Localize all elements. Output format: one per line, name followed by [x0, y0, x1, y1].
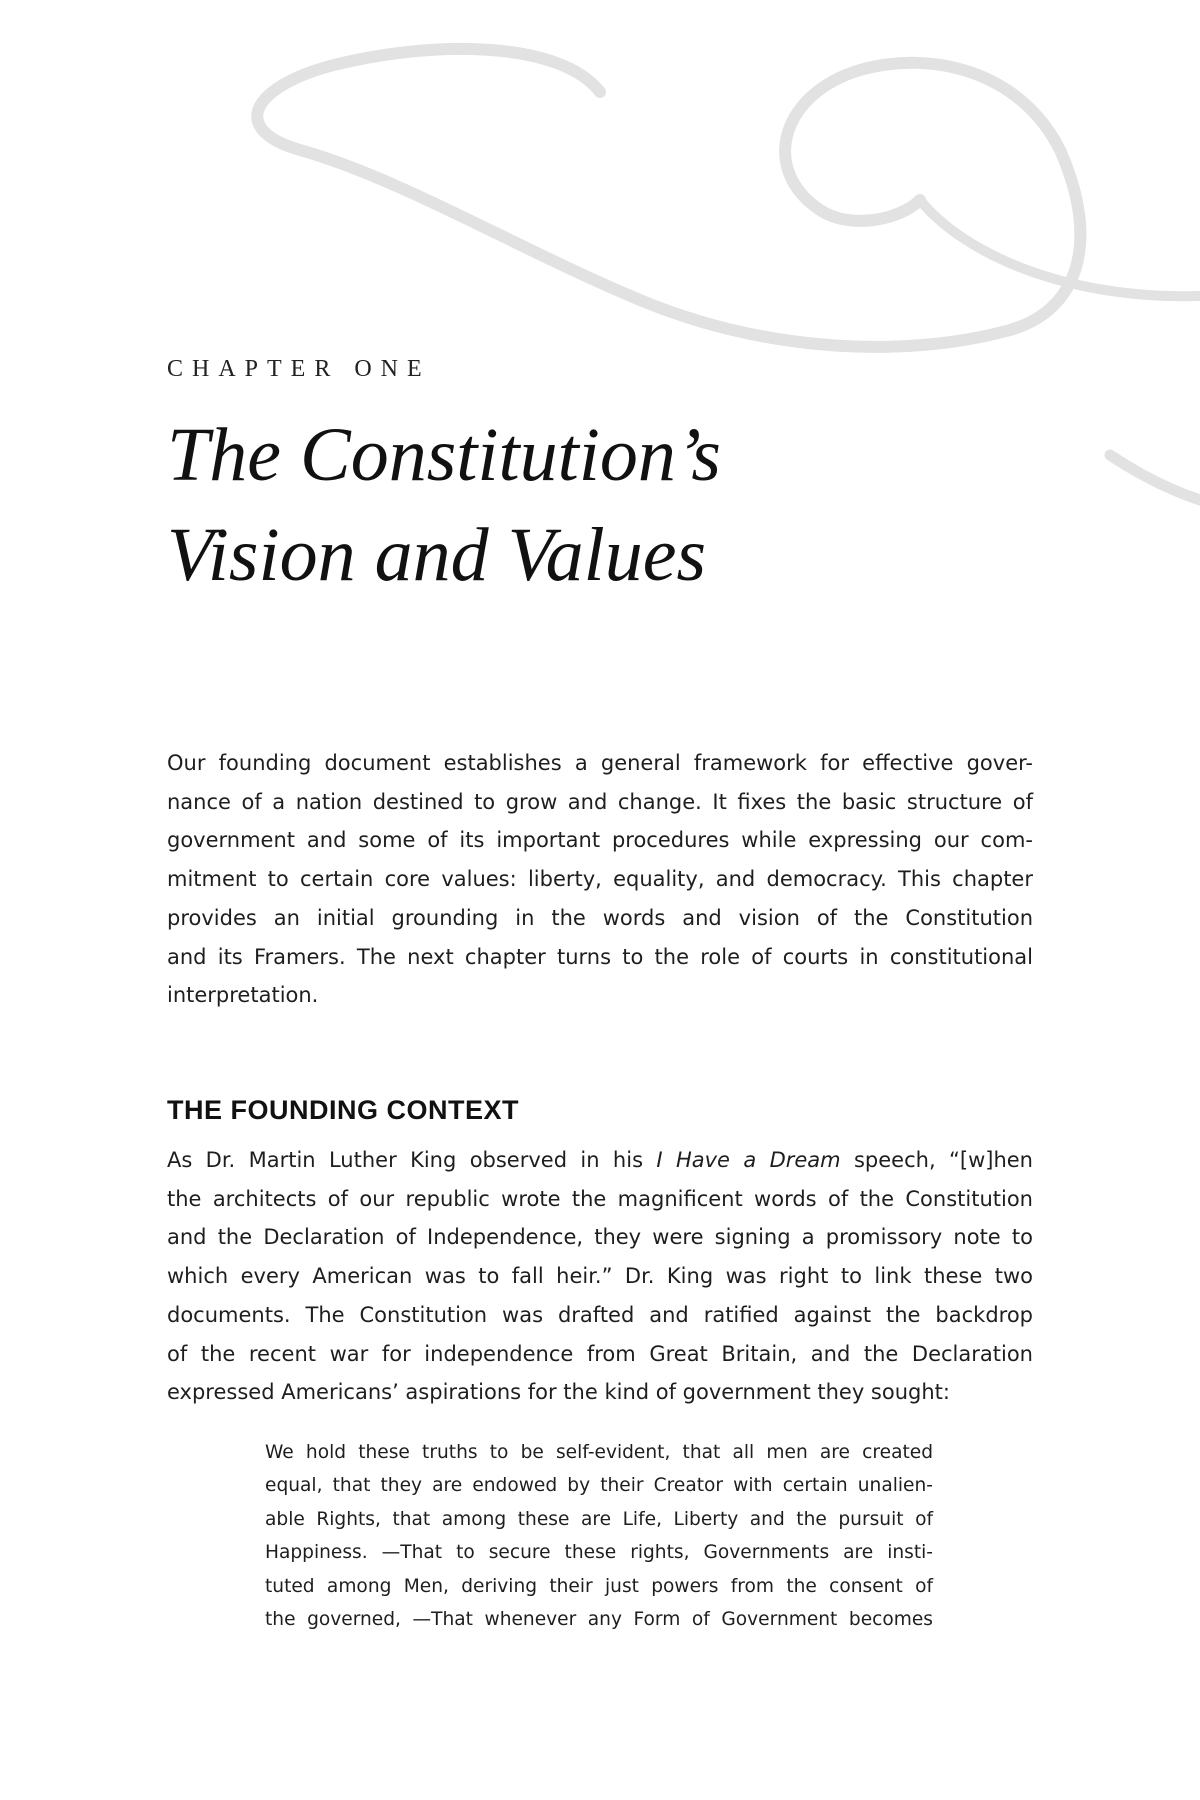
chapter-label: CHAPTER ONE: [167, 356, 431, 382]
text-line: provides an initial grounding in the words and vision of the Constitution: [167, 905, 1033, 930]
chapter-title-line-1: The Constitution’s: [167, 413, 721, 497]
speech-title: I Have a Dream: [656, 1148, 841, 1172]
quote-line: We hold these truths to be self-evident, that all men are created: [265, 1442, 933, 1463]
quote-line: Happiness. —That to secure these rights, Governments are insti-: [265, 1542, 933, 1564]
chapter-title: [167, 405, 721, 605]
section-heading: THE FOUNDING CONTEXT: [167, 1095, 519, 1125]
intro-paragraph: [167, 744, 1033, 1015]
text-line: expressed Americans’ aspirations for the kind of government they sought:: [167, 1380, 950, 1405]
text-line: nance of a nation destined to grow and change. It fixes the basic structure of: [167, 789, 1033, 814]
quote-line: the governed, —That whenever any Form of Government becomes: [265, 1609, 933, 1631]
quote-line: tuted among Men, deriving their just powers from the consent of: [265, 1575, 933, 1597]
declaration-quote: [265, 1436, 933, 1636]
text-line: of the recent war for independence from Great Britain, and the Declaration: [167, 1341, 1033, 1366]
quote-line: able Rights, that among these are Life, Liberty and the pursuit of: [265, 1508, 933, 1530]
section-paragraph: [167, 1141, 1033, 1412]
text-line: and its Framers. The next chapter turns to the role of courts in constitutional: [167, 944, 1033, 969]
chapter-title-line-2: Vision and Values: [167, 513, 707, 597]
text-segment: speech, “[w]hen: [840, 1148, 1033, 1172]
text-line: which every American was to fall heir.” Dr. King was right to link these two: [167, 1264, 1033, 1289]
text-line: documents. The Constitution was drafted and ratified against the backdrop: [167, 1302, 1033, 1327]
quote-line: equal, that they are endowed by their Creator with certain unalien-: [265, 1475, 933, 1497]
text-segment: As Dr. Martin Luther King observed in his: [167, 1148, 657, 1172]
text-line: interpretation.: [167, 983, 319, 1008]
text-line: Our founding document establishes a general framework for effective gover-: [167, 751, 1033, 775]
text-line: and the Declaration of Independence, they were signing a promissory note to: [167, 1225, 1033, 1250]
text-line: government and some of its important procedures while expressing our com-: [167, 828, 1033, 853]
text-line: [167, 1141, 1033, 1180]
text-line: mitment to certain core values: liberty, equality, and democracy. This chapter: [167, 867, 1033, 892]
text-line: the architects of our republic wrote the magnificent words of the Constitution: [167, 1186, 1033, 1211]
